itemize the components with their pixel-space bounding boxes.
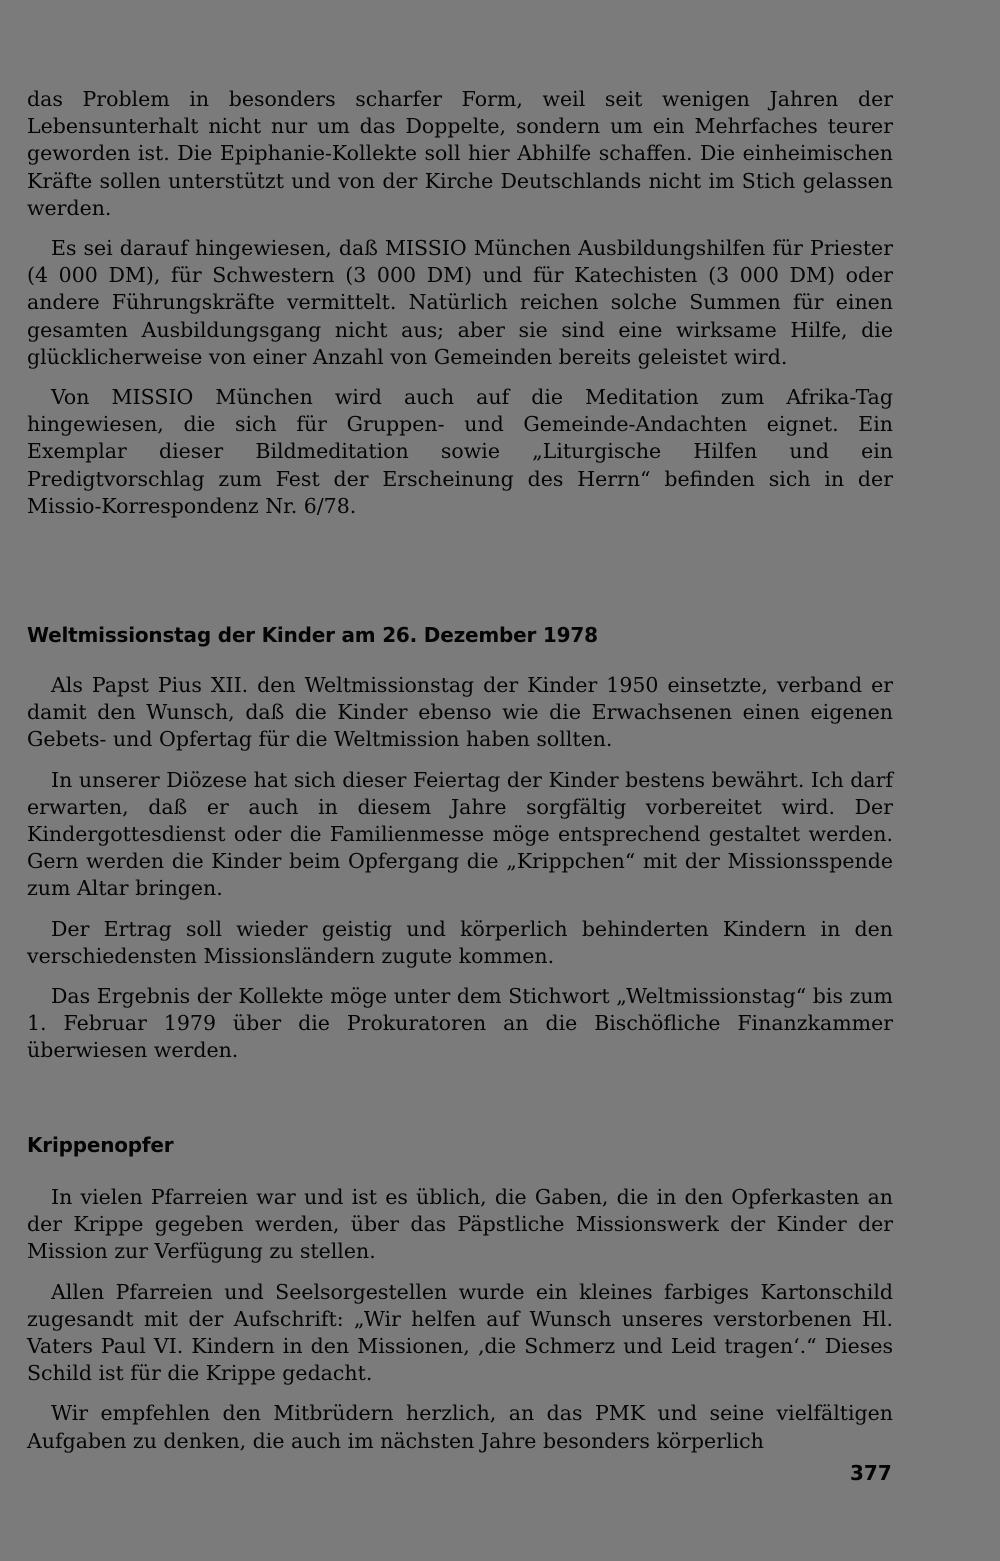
paragraph: In unserer Diözese hat sich dieser Feiertag der Kinder bestens bewährt. Ich darf erwarten, daß er auch in diesem Jahre sorgfältig vorbereitet wird. Der Kindergottesdienst oder die Familienmesse möge entsprechend gestaltet werden. Gern werden die Kinder beim Opfergang die „Krippchen“ mit der Missionsspende zum Altar bringen. xyxy=(27,767,893,901)
paragraph: Wir empfehlen den Mitbrüdern herzlich, an das PMK und seine vielfältigen Aufgaben zu denken, die auch im nächsten Jahre besonders körperlich xyxy=(27,1401,893,1453)
paragraph: das Problem in besonders scharfer Form, weil seit wenigen Jahren der Lebensunterhalt nicht nur um das Doppelte, sondern um ein Mehrfaches teurer geworden ist. Die Epiphanie-Kollekte soll hier Abhilfe schaffen. Die einheimischen Kräfte sollen unterstützt und von der Kirche Deutschlands nicht im Stich gelassen werden. xyxy=(27,87,893,220)
paragraph: Es sei darauf hingewiesen, daß MISSIO München Ausbildungshilfen für Priester (4 000 DM), für Schwestern (3 000 DM) und für Katechisten (3 000 DM) oder andere Führungskräfte vermittelt. Natürlich reichen solche Summen für einen gesamten Ausbildungsgang nicht aus; aber sie sind eine wirksame Hilfe, die glücklicherweise von einer Anzahl von Gemeinden bereits geleistet wird. xyxy=(27,236,893,369)
paragraph: Von MISSIO München wird auch auf die Meditation zum Afrika-Tag hingewiesen, die sich für Gruppen- und Gemeinde-Andachten eignet. Ein Exemplar dieser Bildmeditation sowie „Liturgische Hilfen und ein Predigtvorschlag zum Fest der Erscheinung des Herrn“ befinden sich in der Missio-Korrespondenz Nr. 6/78. xyxy=(27,385,893,518)
paragraph: Als Papst Pius XII. den Weltmissionstag der Kinder 1950 einsetzte, verband er damit den Wunsch, daß die Kinder ebenso wie die Erwachsenen einen eigenen Gebets- und Opfertag für die Weltmission haben sollten. xyxy=(27,673,893,752)
paragraph: Das Ergebnis der Kollekte möge unter dem Stichwort „Weltmissionstag“ bis zum 1. Februar 1979 über die Prokuratoren an die Bischöfliche Finanzkammer überwiesen werden. xyxy=(27,984,893,1063)
page-number: 377 xyxy=(850,1461,892,1485)
section-krippenopfer xyxy=(27,1184,893,1468)
paragraph: Der Ertrag soll wieder geistig und körperlich behinderten Kindern in den verschiedensten Missionsländern zugute kommen. xyxy=(27,916,893,968)
paragraph: In vielen Pfarreien war und ist es üblich, die Gaben, die in den Opferkasten an der Krippe gegeben werden, über das Päpstliche Missionswerk der Kinder der Mission zur Verfügung zu stellen. xyxy=(27,1185,893,1264)
section-heading: Krippenopfer xyxy=(27,1133,174,1157)
paragraph: Allen Pfarreien und Seelsorgestellen wurde ein kleines farbiges Kartonschild zugesandt mit der Aufschrift: „Wir helfen auf Wunsch unseres verstorbenen Hl. Vaters Paul VI. Kindern in den Missionen, ‚die Schmerz und Leid tragen‘.“ Dieses Schild ist für die Krippe gedacht. xyxy=(27,1279,893,1386)
section-heading: Weltmissionstag der Kinder am 26. Dezember 1978 xyxy=(27,623,598,647)
section-weltmissionstag xyxy=(27,672,893,1078)
section-epiphanie xyxy=(27,86,893,533)
